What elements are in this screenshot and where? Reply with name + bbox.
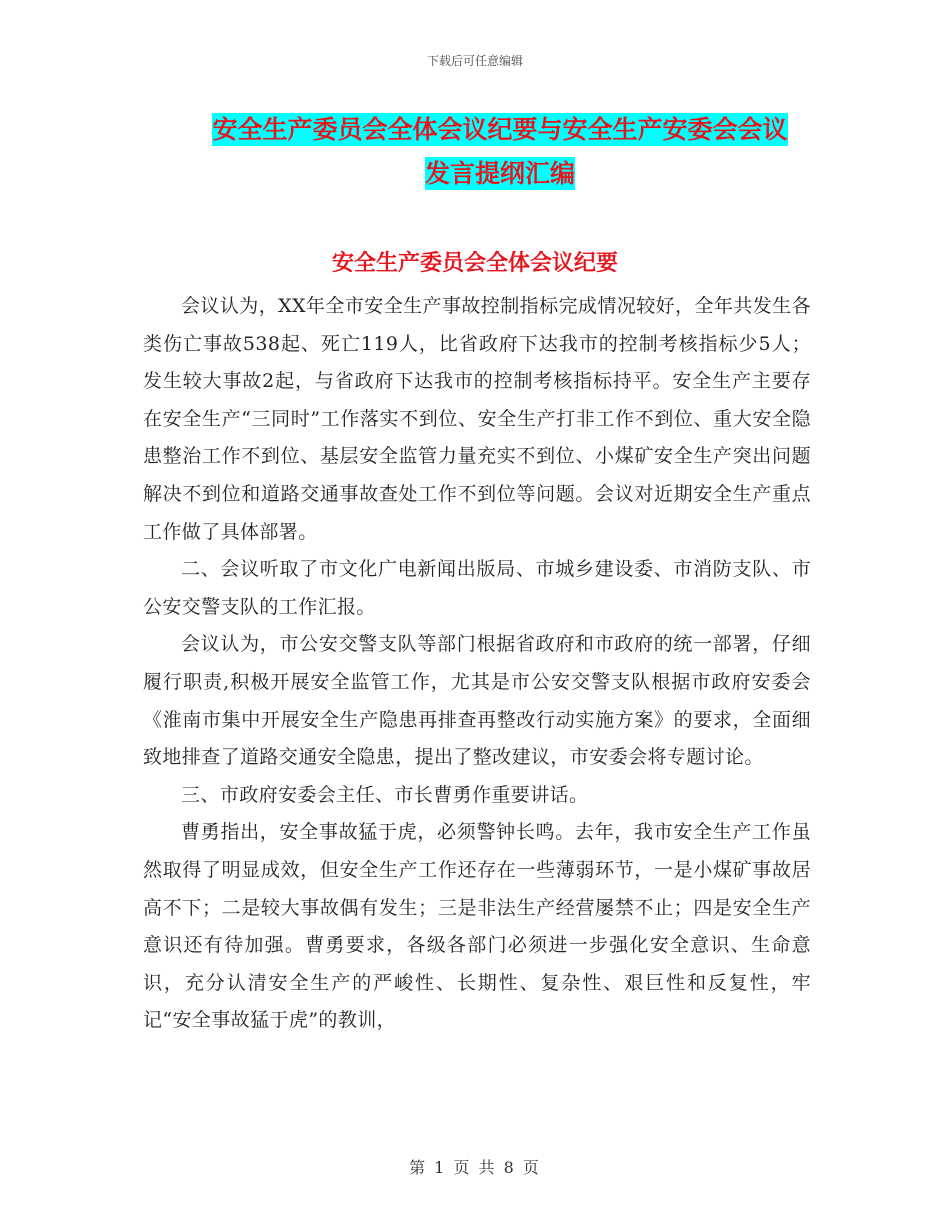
paragraph-1: 会议认为，XX年全市安全生产事故控制指标完成情况较好，全年共发生各类伤亡事故538起、死亡119人，比省政府下达我市的控制考核指标少5人；发生较大事故2起，与省政府下达我市的控制考核指标持平。安全生产主要存在安全生产“三同时”工作落实不到位、安全生产打非工作不到位、重大安全隐患整治工作不到位、基层安全监管力量充实不到位、小煤矿安全生产突出问题解决不到位和道路交通事故查处工作不到位等问题。会议对近期安全生产重点工作做了具体部署。 bbox=[143, 295, 811, 543]
paragraph-5: 曹勇指出，安全事故猛于虎，必须警钟长鸣。去年，我市安全生产工作虽然取得了明显成效，但安全生产工作还存在一些薄弱环节，一是小煤矿事故居高不下；二是较大事故偶有发生；三是非法生产经营屡禁不止；四是安全生产意识还有待加强。曹勇要求，各级各部门必须进一步强化安全意识、生命意识，充分认清安全生产的严峻性、长期性、复杂性、艰巨性和反复性，牢记“安全事故猛于虎”的教训， bbox=[143, 821, 811, 1032]
document-title-line2: 发言提纲汇编 bbox=[424, 159, 575, 188]
paragraph-2: 二、会议听取了市文化广电新闻出版局、市城乡建设委、市消防支队、市公安交警支队的工作汇报。 bbox=[143, 558, 811, 618]
page-header-note: 下载后可任意编辑 bbox=[426, 54, 523, 68]
page-number-footer: 第 1 页 共 8 页 bbox=[409, 1158, 541, 1177]
section-title: 安全生产委员会全体会议纪要 bbox=[331, 251, 618, 276]
document-title-line1: 安全生产委员会全体会议纪要与安全生产安委会会议 bbox=[212, 115, 788, 144]
paragraph-3: 会议认为，市公安交警支队等部门根据省政府和市政府的统一部署，仔细履行职责,积极开展安全监管工作，尤其是市公安交警支队根据市政府安委会《淮南市集中开展安全生产隐患再排查再整改行动实施方案》的要求，全面细致地排查了道路交通安全隐患，提出了整改建议，市安委会将专题讨论。 bbox=[143, 633, 811, 769]
document-title bbox=[150, 108, 850, 196]
paragraph-4: 三、市政府安委会主任、市长曹勇作重要讲话。 bbox=[181, 783, 589, 806]
document-body bbox=[143, 288, 811, 1040]
